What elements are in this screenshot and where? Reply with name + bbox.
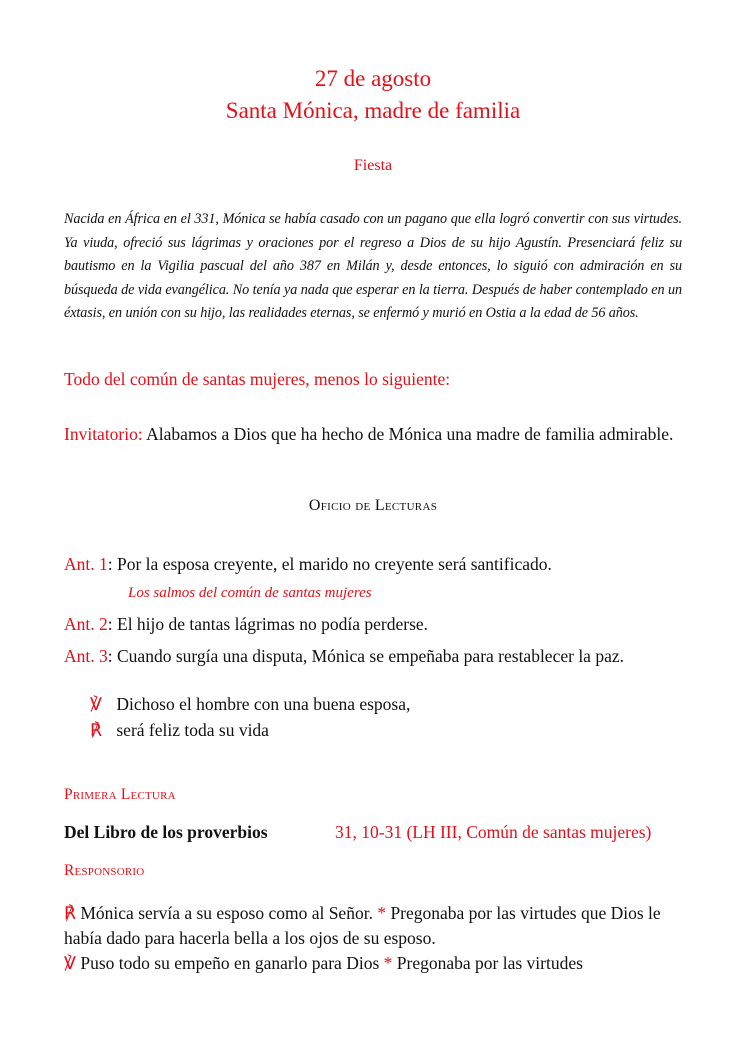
versicle-icon: ℣ [90,694,102,714]
psalms-rubric: Los salmos del común de santas mujeres [128,585,372,601]
office-of-readings-heading: Oficio de Lecturas [308,497,438,514]
antiphon-text: Por la esposa creyente, el marido no creyente será santificado. [117,554,552,574]
antiphon-3: Ant. 3: Cuando surgía una disputa, Mónica se empeñaba para restablecer la paz. [64,646,624,666]
saint-biography: Nacida en África en el 331, Mónica se había casado con un pagano que ella logró convertir con sus virtudes. Ya viuda, ofreció sus lágrimas y oraciones por el regreso a Dios de su hijo Agustín. Presenciará feliz su bautismo en la Vigilia pascual del año 387 en Milán y, desde entonces, lo siguió con admiración en su búsqueda de vida evangélica. No tenía ya nada que esperar en la tierra. Después de haber contemplado en un éxtasis, en unión con su hijo, las realidades eternas, se enfermó y murió en Ostia a la edad de 56 años. [64,211,682,322]
feast-date: 27 de agosto [314,66,432,91]
antiphon-text: Cuando surgía una disputa, Mónica se empeñaba para restablecer la paz. [117,646,624,666]
responsory-versicle-text-a: Puso todo su empeño en ganarlo para Dios [80,953,380,973]
response-icon: ℟ [64,903,76,923]
antiphon-label: Ant. 1 [64,554,108,574]
first-reading-heading: Primera Lectura [64,786,176,803]
invitatory [64,422,682,447]
asterisk-icon: * [383,953,393,973]
common-rubric: Todo del común de santas mujeres, menos lo siguiente: [64,369,451,389]
versicle-text: Dichoso el hombre con una buena esposa, [116,694,411,714]
response-text: será feliz toda su vida [116,720,269,740]
response-icon: ℟ [90,720,102,740]
responsory-versicle [64,951,682,976]
saint-title: Santa Mónica, madre de familia [225,98,521,123]
antiphon-label: Ant. 2 [64,614,108,634]
asterisk-icon: * [377,903,387,923]
responsory-response [64,901,682,951]
reading-reference: 31, 10-31 (LH III, Común de santas mujeres) [335,822,652,842]
responsory-response-text-a: Mónica servía a su esposo como al Señor. [80,903,373,923]
invitatory-text: Alabamos a Dios que ha hecho de Mónica una madre de familia admirable. [146,424,674,444]
response-line [90,720,269,741]
responsory-heading: Responsorio [64,862,145,879]
antiphon-text: El hijo de tantas lágrimas no podía perderse. [117,614,429,634]
antiphon-1: Ant. 1: Por la esposa creyente, el marido no creyente será santificado. [64,554,552,574]
responsory-response-text-b: Pregonaba por las virtudes que Dios le había dado para hacerla bella a los ojos de su esposo. [64,903,661,948]
antiphon-label: Ant. 3 [64,646,108,666]
liturgical-rank: Fiesta [353,157,393,174]
reading-book: Del Libro de los proverbios [64,822,268,842]
versicle-icon: ℣ [64,953,76,973]
antiphon-2: Ant. 2: El hijo de tantas lágrimas no podía perderse. [64,614,429,634]
versicle-line [90,694,410,715]
invitatory-label: Invitatorio: [64,424,143,444]
responsory-versicle-text-b: Pregonaba por las virtudes [396,953,583,973]
